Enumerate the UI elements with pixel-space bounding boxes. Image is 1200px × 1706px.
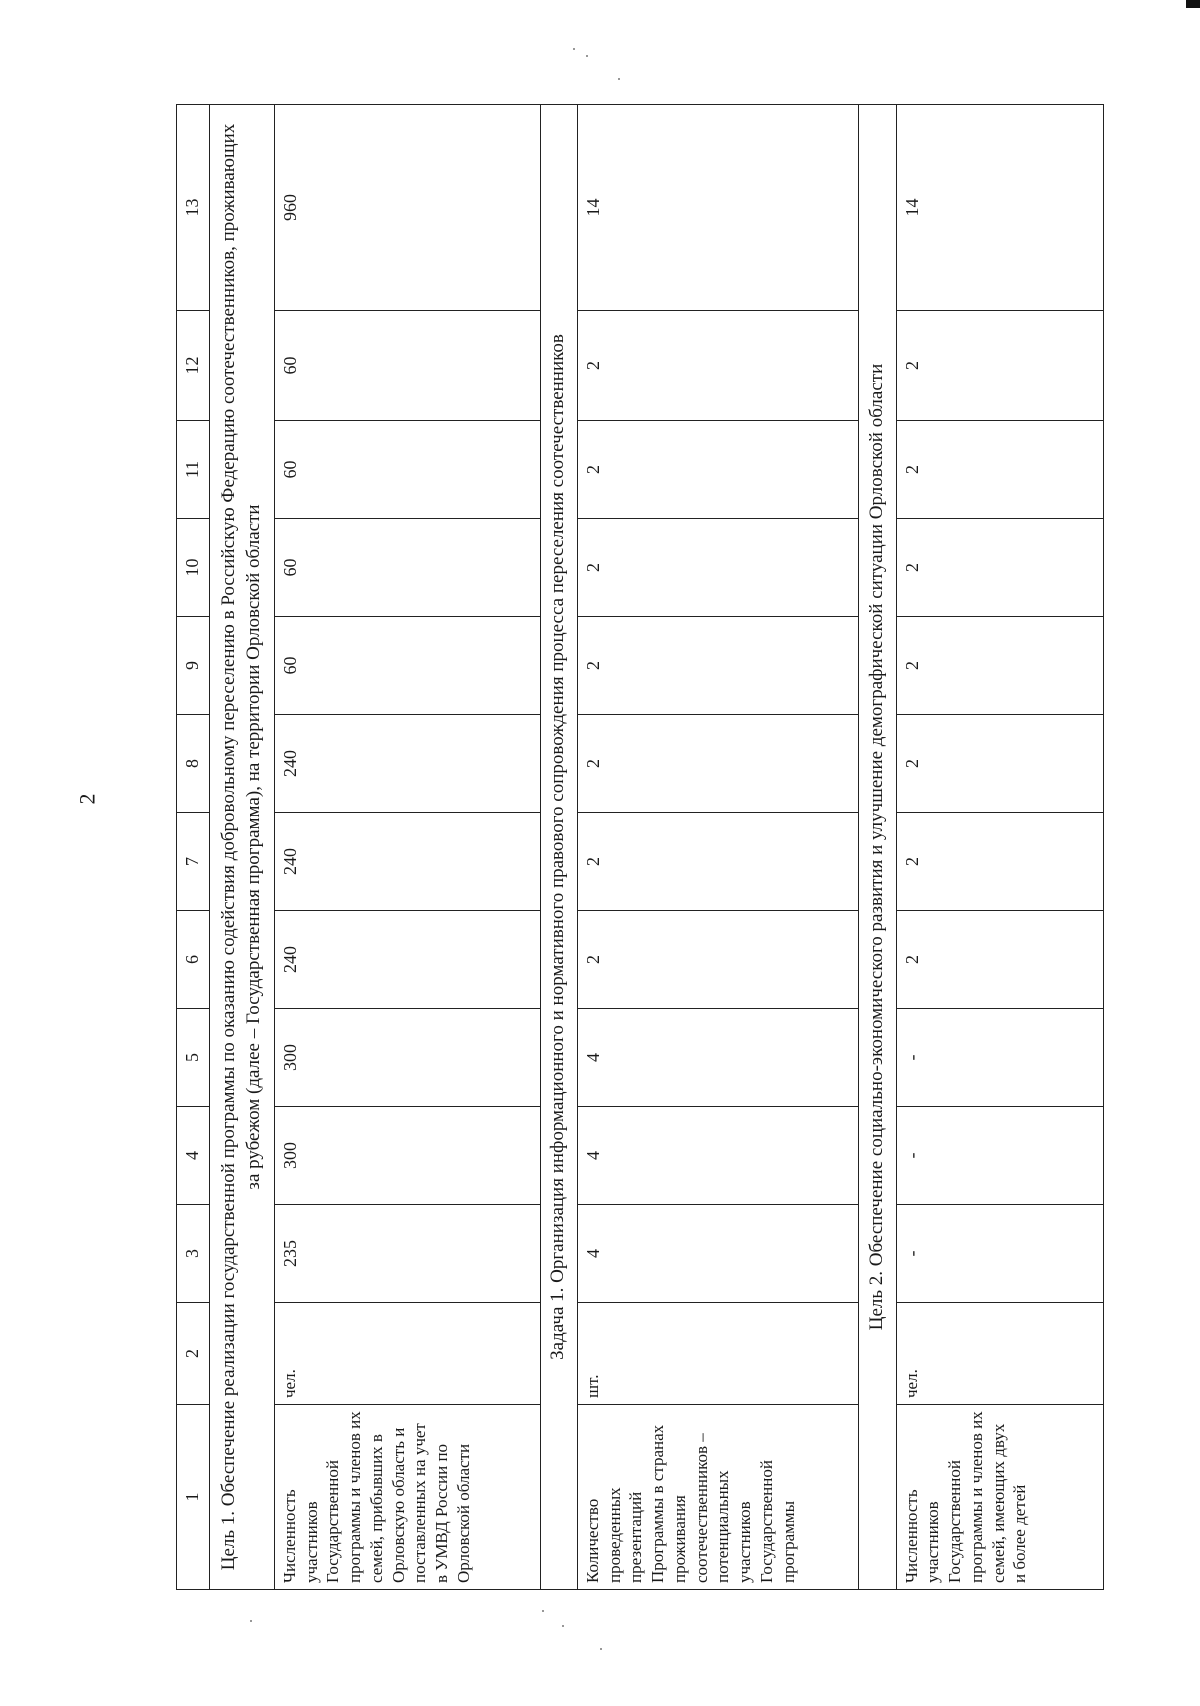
section-goal-2	[859, 105, 896, 1590]
indicator-value: 300	[274, 1009, 540, 1107]
indicator-value: 240	[274, 715, 540, 813]
indicator-name: Количество проведенных презентаций Программы в странах проживания соотечественников – потенциальных участников Государственной программы	[577, 1405, 859, 1590]
scan-speck	[562, 1625, 564, 1627]
column-number: 13	[177, 105, 210, 311]
indicator-value: 2	[577, 911, 859, 1009]
scan-speck	[600, 1648, 602, 1650]
section-title: Цель 1. Обеспечение реализации государственной программы по оказанию содействия добровольному переселению в Российскую Федерацию соотечественников, проживающих за рубежом (далее – Государственная программа), на территории Орловской области	[209, 105, 274, 1590]
column-number: 4	[177, 1107, 210, 1205]
column-number: 12	[177, 311, 210, 421]
indicator-value: 960	[274, 105, 540, 311]
column-number: 3	[177, 1205, 210, 1303]
indicator-value: 235	[274, 1205, 540, 1303]
rotated-table-wrapper	[176, 105, 1104, 1590]
column-number: 10	[177, 519, 210, 617]
indicator-unit: чел.	[896, 1303, 1103, 1405]
indicator-value: -	[896, 1107, 1103, 1205]
scan-speck	[542, 1610, 544, 1612]
indicator-value: -	[896, 1205, 1103, 1303]
indicator-value: 2	[577, 421, 859, 519]
column-number: 8	[177, 715, 210, 813]
indicator-value: 4	[577, 1107, 859, 1205]
table-row	[274, 105, 540, 1590]
scan-edge-mark	[1186, 0, 1200, 8]
indicator-value: -	[896, 1009, 1103, 1107]
column-number: 1	[177, 1405, 210, 1590]
indicator-value: 2	[896, 617, 1103, 715]
indicator-name: Численность участников Государственной программы и членов их семей, прибывших в Орловскую область и поставленных на учет в УМВД России по Орловской области	[274, 1405, 540, 1590]
indicator-value: 300	[274, 1107, 540, 1205]
indicator-value: 2	[896, 715, 1103, 813]
indicator-unit: шт.	[577, 1303, 859, 1405]
indicator-name: Численность участников Государственной программы и членов их семей, имеющих двух и более детей	[896, 1405, 1103, 1590]
scan-speck	[250, 1620, 252, 1622]
indicator-value: 60	[274, 617, 540, 715]
column-number: 5	[177, 1009, 210, 1107]
section-task-1	[540, 105, 577, 1590]
indicator-value: 4	[577, 1009, 859, 1107]
table-row	[896, 105, 1103, 1590]
indicator-value: 2	[896, 311, 1103, 421]
indicator-value: 14	[896, 105, 1103, 311]
page-number: 2	[74, 793, 100, 805]
section-goal-1	[209, 105, 274, 1590]
scan-speck	[618, 78, 620, 80]
column-number: 11	[177, 421, 210, 519]
indicator-value: 2	[896, 519, 1103, 617]
indicator-value: 2	[577, 519, 859, 617]
table-row	[577, 105, 859, 1590]
indicator-value: 2	[896, 813, 1103, 911]
section-title: Задача 1. Организация информационного и нормативного правового сопровождения процесса переселения соотечественников	[540, 105, 577, 1590]
indicator-value: 240	[274, 911, 540, 1009]
column-number-row	[177, 105, 210, 1590]
indicator-value: 2	[896, 911, 1103, 1009]
indicator-value: 2	[577, 715, 859, 813]
indicator-value: 4	[577, 1205, 859, 1303]
column-number: 6	[177, 911, 210, 1009]
indicator-value: 60	[274, 519, 540, 617]
scan-speck	[586, 55, 588, 57]
indicators-table	[176, 104, 1104, 1590]
indicator-value: 240	[274, 813, 540, 911]
indicator-value: 2	[896, 421, 1103, 519]
indicator-value: 2	[577, 617, 859, 715]
indicator-value: 2	[577, 813, 859, 911]
column-number: 9	[177, 617, 210, 715]
column-number: 2	[177, 1303, 210, 1405]
indicator-value: 14	[577, 105, 859, 311]
indicator-value: 60	[274, 421, 540, 519]
indicator-unit: чел.	[274, 1303, 540, 1405]
indicator-value: 2	[577, 311, 859, 421]
indicator-value: 60	[274, 311, 540, 421]
scan-speck	[573, 48, 575, 50]
section-title: Цель 2. Обеспечение социально-экономического развития и улучшение демографической ситуации Орловской области	[859, 105, 896, 1590]
column-number: 7	[177, 813, 210, 911]
